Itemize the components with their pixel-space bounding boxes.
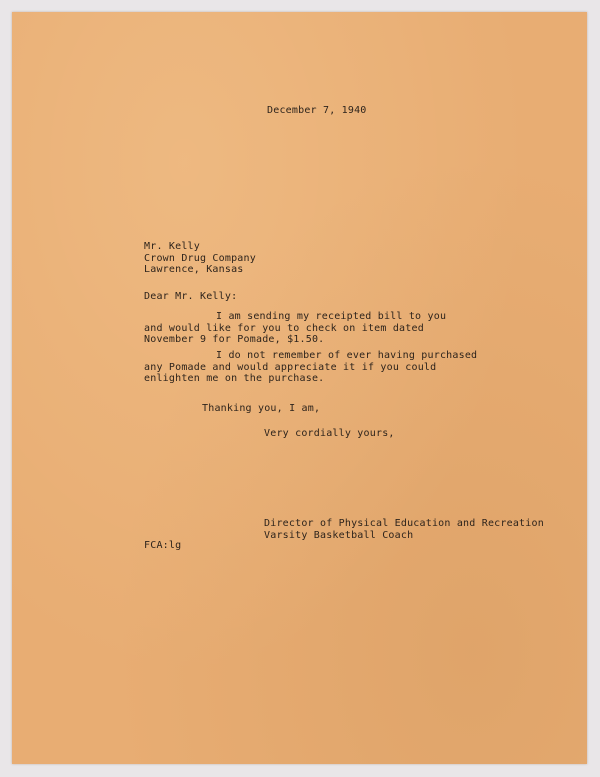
salutation: Dear Mr. Kelly: (144, 291, 238, 302)
signature-title-2: Varsity Basketball Coach (264, 529, 414, 541)
thanks-line: Thanking you, I am, (202, 403, 321, 414)
letter-page (12, 12, 587, 764)
paragraph-line: I do not remember of ever having purchased (216, 350, 478, 361)
recipient-address (144, 241, 256, 276)
signature-block (264, 518, 544, 541)
letter-date: December 7, 1940 (267, 105, 367, 116)
typist-initials: FCA:lg (144, 540, 182, 551)
complimentary-closing: Very cordially yours, (264, 428, 395, 439)
paragraph-line: enlighten me on the purchase. (144, 373, 325, 384)
paragraph-line: November 9 for Pomade, $1.50. (144, 334, 325, 345)
recipient-name: Mr. Kelly (144, 241, 200, 252)
paragraph-line: and would like for you to check on item dated (144, 322, 424, 334)
recipient-location: Lawrence, Kansas (144, 264, 244, 275)
paragraph-line: any Pomade and would appreciate it if you could (144, 361, 437, 373)
recipient-company: Crown Drug Company (144, 252, 256, 264)
body-paragraph-2 (144, 350, 477, 385)
paragraph-line: I am sending my receipted bill to you (216, 311, 447, 322)
body-paragraph-1 (144, 311, 446, 346)
signature-title-1: Director of Physical Education and Recreation (264, 518, 544, 529)
